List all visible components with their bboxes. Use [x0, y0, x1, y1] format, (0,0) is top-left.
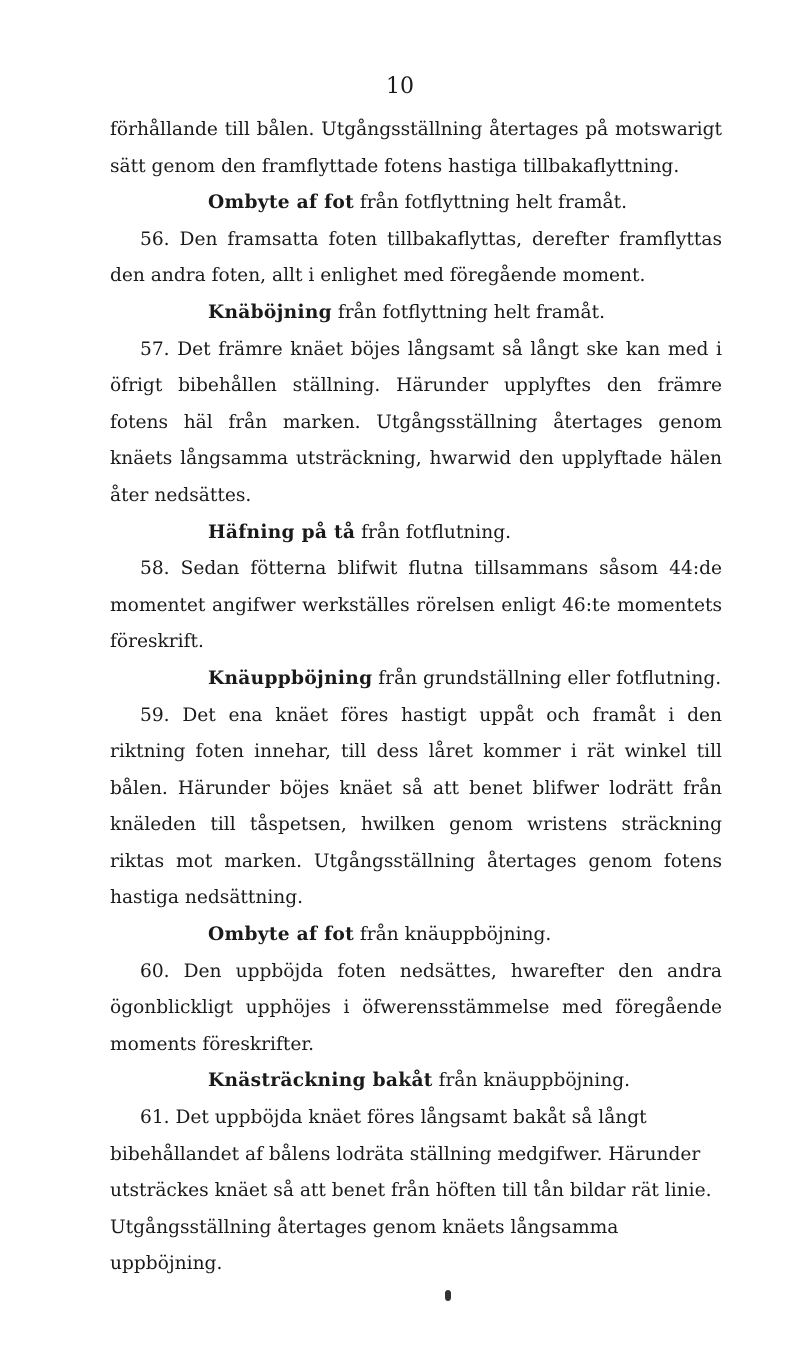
heading-rest: från fotflutning. — [355, 521, 512, 543]
section-heading-knastrackning-bakat — [110, 1063, 722, 1100]
paragraph-59: 59. Det ena knäet föres hastigt uppåt och framåt i den riktning foten innehar, till dess låret kommer i rät winkel till bålen. Härunder böjes knäet så att benet blifwer lodrätt från knäleden till tåspetsen, hwilken genom wristens sträckning riktas mot marken. Utgångsställning återtages genom fotens hastiga nedsättning. — [110, 704, 722, 909]
paragraph-58: 58. Sedan fötterna blifwit flutna tillsammans såsom 44:de momentet angifwer werkställes rörelsen enligt 46:te momentets föreskrift. — [110, 558, 722, 653]
heading-bold: Ombyte af fot — [208, 192, 354, 214]
heading-rest: från knäuppböjning. — [432, 1070, 631, 1092]
heading-bold: Häfning på tå — [208, 521, 356, 543]
page-number: 10 — [386, 74, 414, 99]
paragraph-61: 61. Det uppböjda knäet föres långsamt bakåt så långt bibehållandet af bålens lodräta ställning medgifwer. Härunder utsträckes knäet så att benet från höften till tån bildar rät linie. Utgångsställning återtages genom knäets långsamma uppböjning. — [110, 1107, 712, 1275]
paragraph-60: 60. Den uppböjda foten nedsättes, hwarefter den andra ögonblickligt upphöjes i öfwerensstämmelse med föregående moments föreskrifter. — [110, 960, 722, 1055]
section-heading-ombyte-af-fot — [110, 185, 722, 222]
heading-bold: Knästräckning bakåt — [208, 1070, 433, 1092]
heading-bold: Ombyte af fot — [208, 924, 354, 946]
section-heading-knauppbojning — [110, 661, 722, 698]
paragraph-57: 57. Det främre knäet böjes långsamt så långt ske kan med i öfrigt bibehållen ställning. Härunder upplyftes den främre fotens häl från marken. Utgångsställning återtages genom knäets långsamma utsträckning, hwarwid den upplyftade hälen åter nedsättes. — [110, 338, 722, 506]
heading-rest: från grundställning eller fotflutning. — [372, 667, 722, 689]
heading-rest: från fotflyttning helt framåt. — [331, 301, 605, 323]
heading-rest: från knäuppböjning. — [353, 924, 552, 946]
heading-bold: Knäuppböjning — [208, 667, 373, 689]
ink-spot — [445, 1290, 451, 1301]
body-text — [110, 112, 722, 1283]
section-heading-hafning-pa-ta — [110, 515, 722, 552]
paragraph-56: 56. Den framsatta foten tillbakaflyttas, derefter framflyttas den andra foten, allt i enlighet med föregående moment. — [110, 228, 722, 287]
paragraph-continuation: förhållande till bålen. Utgångsställning återtages på motswarigt sätt genom den framflyttade fotens hastiga tillbakaflyttning. — [110, 119, 722, 177]
heading-rest: från fotflyttning helt framåt. — [353, 192, 628, 214]
section-heading-knabojning — [110, 295, 722, 332]
heading-bold: Knäböjning — [208, 301, 332, 323]
section-heading-ombyte-af-fot-2 — [110, 917, 722, 954]
